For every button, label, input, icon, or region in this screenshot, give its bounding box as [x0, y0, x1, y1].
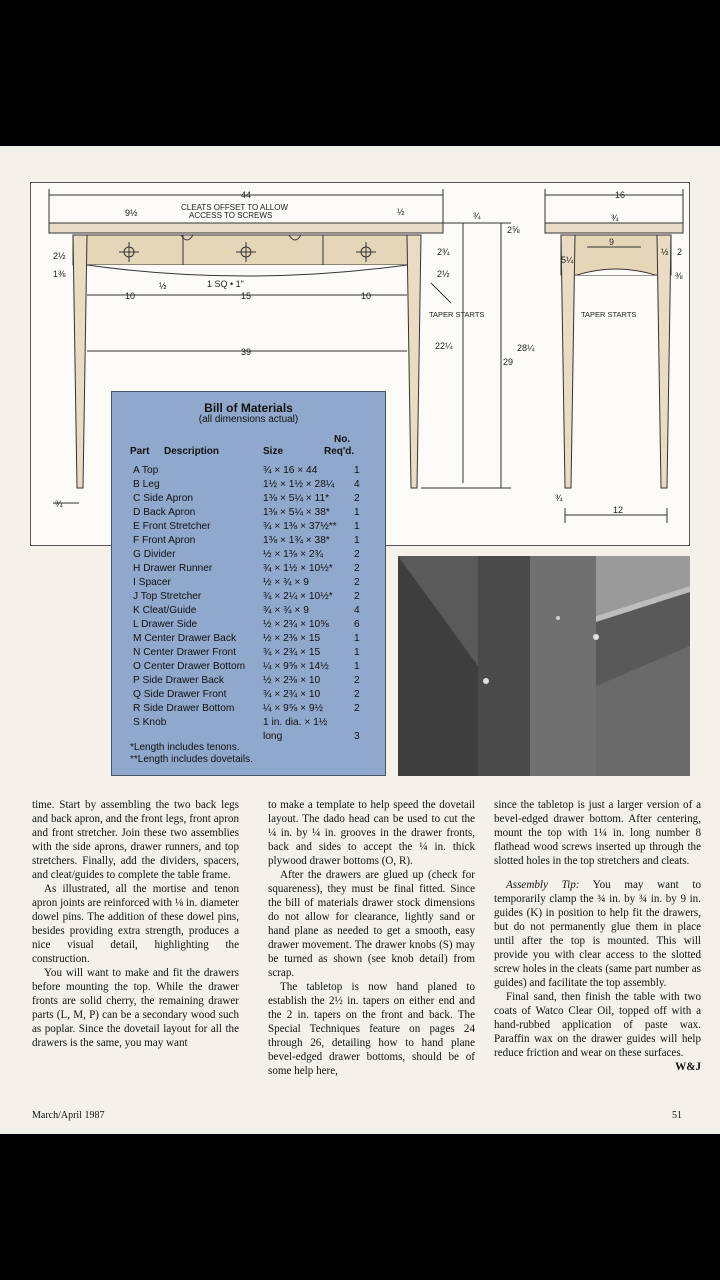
dim-ten-left: 10: [125, 291, 136, 301]
bom-size: long: [263, 731, 283, 742]
bom-col-size: Size: [263, 446, 284, 457]
dim-side-three-quarter: ¾: [611, 213, 619, 223]
bom-size: ¾ × ¾ × 9: [263, 605, 309, 616]
bom-part: N Center Drawer Front: [133, 647, 237, 658]
dim-ten-right: 10: [361, 291, 372, 301]
bom-qty: 1: [354, 465, 360, 476]
bom-size: 1⅜ × 5¼ × 11*: [263, 493, 330, 504]
bom-qty: 1: [354, 507, 360, 518]
bom-qty: 3: [354, 731, 360, 742]
bom-title: Bill of Materials: [204, 401, 293, 415]
bom-note-2: **Length includes dovetails.: [130, 754, 253, 765]
text-column-1: [32, 798, 239, 1050]
bom-row: [112, 506, 385, 520]
bom-row: [112, 576, 385, 590]
bom-qty: 2: [354, 493, 360, 504]
bom-col-part: Part: [130, 446, 150, 457]
bom-part: P Side Drawer Back: [133, 675, 224, 686]
bom-qty: 1: [354, 535, 360, 546]
bom-size: ½ × 1⅜ × 2¾: [263, 549, 324, 560]
magazine-page: [0, 146, 720, 1134]
assembly-tip-text: You may want to temporarily clamp the ¾ in. by ¾ in. by 9 in. guides (K) in position to help fit the drawers, but do not permanently glue them in place until after the top is mounted. This will provide you with clear access to the slotted screw holes in the cleats (same part number as guides) and facilitate the top assembly.: [494, 879, 701, 989]
bom-row: [112, 534, 385, 548]
signature-mark: W&J: [675, 1061, 701, 1073]
bom-row: [112, 702, 385, 716]
bom-row: [112, 478, 385, 492]
bom-row: [112, 548, 385, 562]
dim-half-b: ½: [159, 281, 167, 291]
taper-starts-front: TAPER STARTS: [429, 310, 485, 319]
bom-size: ¾ × 2¾ × 10: [263, 689, 321, 700]
col3-paragraph-3-text: Final sand, then finish the table with two coats of Watco Clear Oil, topped off with a hand-rubbed application of paste wax. Paraffin wax on the drawer guides will help reduce friction and wear on these surfaces.: [494, 991, 701, 1059]
dim-sixteen: 16: [615, 190, 626, 200]
bom-part: K Cleat/Guide: [133, 605, 197, 616]
bom-header: [112, 432, 385, 458]
dim-thirtynine: 39: [241, 347, 252, 357]
bom-qty: 2: [354, 563, 360, 574]
bom-part: H Drawer Runner: [133, 563, 213, 574]
bom-row: [112, 464, 385, 478]
bom-qty: 2: [354, 689, 360, 700]
bom-row: [112, 618, 385, 632]
dim-side-three-quarter-b: ¾: [555, 493, 563, 503]
dim-one-sq: 1 SQ • 1": [207, 279, 244, 289]
dim-five-quarter: 5¼: [561, 255, 574, 265]
bom-qty: 6: [354, 619, 360, 630]
bom-col-reqd: Req'd.: [324, 446, 355, 457]
bom-rows: [112, 464, 385, 744]
dim-nine: 9: [609, 237, 615, 247]
col3-paragraph-2: [494, 878, 701, 990]
bom-size: ½ × 2⅜ × 10: [263, 675, 321, 686]
bom-row: [112, 562, 385, 576]
bom-part: M Center Drawer Back: [133, 633, 237, 644]
dim-twentyeight: 28¼: [517, 343, 535, 353]
dim-two-half-b: 2½: [437, 269, 450, 279]
bom-qty: 2: [354, 703, 360, 714]
dim-twelve: 12: [613, 505, 624, 515]
bom-part: Q Side Drawer Front: [133, 689, 227, 700]
bom-qty: 1: [354, 633, 360, 644]
bom-note-1: *Length includes tenons.: [130, 742, 240, 753]
issue-date: March/April 1987: [32, 1110, 105, 1121]
bom-col-no: No.: [334, 434, 351, 445]
bom-qty: 2: [354, 577, 360, 588]
bom-row: [112, 590, 385, 604]
bom-row: [112, 646, 385, 660]
bom-part: R Side Drawer Bottom: [133, 703, 235, 714]
text-column-3: [494, 798, 701, 1074]
bom-part: L Drawer Side: [133, 619, 198, 630]
dim-two-three-quarter: 2¾: [437, 247, 450, 257]
bom-size: ¾ × 16 × 44: [263, 465, 318, 476]
bom-part: E Front Stretcher: [133, 521, 211, 532]
bom-size: ¾ × 1½ × 10½*: [263, 563, 333, 574]
bom-qty: 1: [354, 521, 360, 532]
bom-part: I Spacer: [133, 577, 171, 588]
bom-row: [112, 492, 385, 506]
bom-part: F Front Apron: [133, 535, 196, 546]
bom-subtitle: (all dimensions actual): [198, 414, 299, 425]
dim-three-eighth: ⅜: [675, 271, 683, 281]
taper-starts-side: TAPER STARTS: [581, 310, 637, 319]
col3-paragraph-1: since the tabletop is just a larger version of a bevel-edged drawer bottom. After centering, mount the top with 1¼ in. long number 8 flathead wood screws inserted up through the slotted holes in the top stretchers and cleats.: [494, 799, 701, 867]
dim-three-quarter-bottom: ¾: [55, 499, 63, 509]
bom-row: [112, 674, 385, 688]
dim-two: 2: [677, 247, 683, 257]
assembly-tip-label: Assembly Tip:: [506, 879, 580, 891]
col2-paragraph-2: After the drawers are glued up (check for squareness), they must be final fitted. Since the bill of materials drawer stock dimensions do not allow for clearance, lightly sand or hand plane as needed to get a smooth, easy drawer movement. The drawer knobs (S) may be turned as shown (see knob detail) from scrap.: [268, 869, 475, 979]
bom-row: [112, 660, 385, 674]
cleats-note-2: ACCESS TO SCREWS: [189, 211, 273, 220]
col2-paragraph-1: to make a template to help speed the dovetail layout. The dado head can be used to cut the ¼ in. by ¼ in. grooves in the drawer fronts, back and sides to accept the ¼ in. thick plywood drawer bottoms (O, R).: [268, 799, 475, 867]
bom-size: ¾ × 2¼ × 10½*: [263, 591, 333, 602]
bom-row: [112, 632, 385, 646]
bom-part: J Top Stretcher: [133, 591, 202, 602]
bom-part: A Top: [133, 465, 159, 476]
dim-44: 44: [241, 190, 252, 200]
dim-side-half: ½: [661, 247, 669, 257]
text-column-2: [268, 798, 475, 1078]
bom-qty: 1: [354, 661, 360, 672]
bom-qty: 1: [354, 647, 360, 658]
bom-part: G Divider: [133, 549, 176, 560]
bom-size: 1⅜ × 1¾ × 38*: [263, 535, 330, 546]
bom-row: [112, 688, 385, 702]
joint-photo: [398, 556, 690, 776]
dim-fifteen: 15: [241, 291, 252, 301]
bom-size: ¾ × 2¾ × 15: [263, 647, 321, 658]
bom-notes: [130, 742, 253, 766]
col3-paragraph-3: [494, 990, 701, 1073]
bom-col-description: Description: [164, 446, 220, 457]
cleats-note-1: CLEATS OFFSET TO ALLOW: [181, 203, 288, 212]
bom-size: ¼ × 9⅝ × 14½: [263, 661, 329, 672]
bill-of-materials: [111, 391, 386, 776]
bom-size: ¼ × 9⅝ × 9½: [263, 703, 324, 714]
bom-size: 1 in. dia. × 1½: [263, 717, 328, 728]
col1-paragraph-1: time. Start by assembling the two back legs and back apron, and the front legs, front apron and front stretcher. Join these two assemblies with the side aprons, drawer runners, and top stretchers. Finally, add the dividers, spacers, and cleat/guides to complete the table frame.: [32, 799, 239, 881]
dim-nine-half: 9½: [125, 208, 138, 218]
bom-part: S Knob: [133, 717, 167, 728]
bom-row: [112, 520, 385, 534]
bom-row: [112, 716, 385, 730]
dim-one-three-eighth: 1⅜: [53, 269, 66, 279]
col1-paragraph-3: You will want to make and fit the drawers before mounting the top. While the drawer fronts are solid cherry, the remaining drawer parts (L, M, P) can be a secondary wood such as poplar. Since the dovetail layout for all the drawers is the same, you may want: [32, 967, 239, 1049]
dim-twentytwo: 22¼: [435, 341, 453, 351]
bom-part: B Leg: [133, 479, 160, 490]
dim-twentynine: 29: [503, 357, 514, 367]
col2-paragraph-3: The tabletop is now hand planed to establish the 2½ in. tapers on either end and the 2 in. tapers on the front and back. The Special Techniques feature on pages 24 through 26, detailing how to hand plane bevel-edged drawer bottoms, should be of some help here,: [268, 981, 475, 1077]
dim-two-half-a: 2½: [53, 251, 66, 261]
bom-size: 1⅜ × 5¼ × 38*: [263, 507, 330, 518]
bom-qty: 4: [354, 479, 360, 490]
joint-photo-svg: [398, 556, 690, 776]
dim-two-five-half: 2⅝: [507, 225, 520, 235]
bom-size: ½ × 2⅜ × 15: [263, 633, 321, 644]
dim-half-a: ½: [397, 207, 405, 217]
bom-size: ½ × ¾ × 9: [263, 577, 309, 588]
bom-part: D Back Apron: [133, 507, 196, 518]
bom-size: ½ × 2¾ × 10⅝: [263, 619, 329, 630]
bom-size: ¾ × 1⅜ × 37½**: [263, 521, 337, 532]
bom-part: C Side Apron: [133, 493, 194, 504]
bom-size: 1½ × 1½ × 28¼: [263, 479, 335, 490]
bom-row: [112, 604, 385, 618]
bom-part: O Center Drawer Bottom: [133, 661, 246, 672]
bom-qty: 2: [354, 549, 360, 560]
col1-paragraph-2: As illustrated, all the mortise and tenon apron joints are reinforced with ⅛ in. diameter dowel pins. The addition of these dowel pins, besides providing extra strength, produces a nice visual detail, highlighting the construction.: [32, 883, 239, 965]
bom-qty: 2: [354, 675, 360, 686]
dim-three-quarter: ¾: [473, 211, 481, 221]
bom-qty: 2: [354, 591, 360, 602]
bom-qty: 4: [354, 605, 360, 616]
page-number: 51: [672, 1110, 682, 1121]
